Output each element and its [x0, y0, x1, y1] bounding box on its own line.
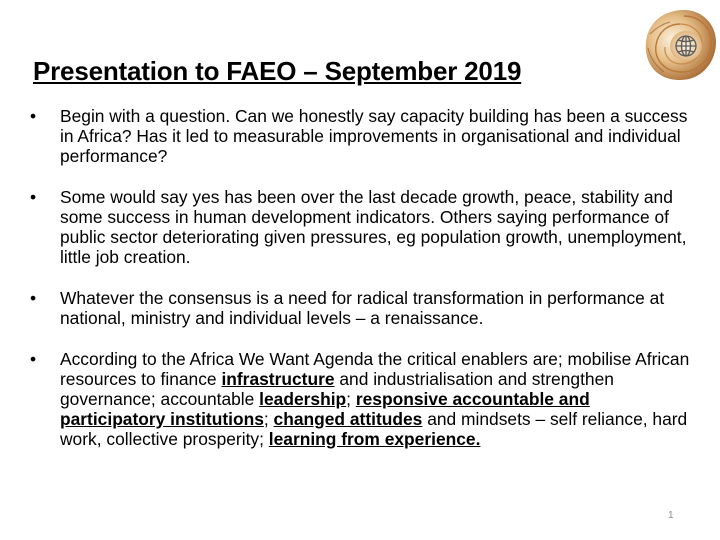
bullet-text: and mindsets – self reliance, hard work, collective prosperity;: [60, 409, 688, 449]
bullet-item: [30, 187, 690, 267]
slide-title: Presentation to FAEO – September 2019: [33, 56, 522, 86]
bullet-text: According to the Africa We Want Agenda the critical enablers are; mobilise African resources to finance: [60, 349, 690, 389]
bullet-text: ;: [263, 409, 274, 429]
bullet-text: Begin with a question. Can we honestly say capacity building has been a success in Africa? Has it led to measurable improvements in organisational and individual performance?: [60, 106, 688, 166]
emphasized-text: learning from experience.: [268, 429, 481, 449]
page-number: 1: [668, 510, 674, 521]
emphasized-text: infrastructure: [221, 369, 335, 389]
bullet-item: [30, 106, 690, 166]
nautilus-shell-globe-icon: [640, 4, 718, 84]
bullet-marker: •: [30, 349, 37, 369]
emphasized-text: changed attitudes: [273, 409, 423, 429]
bullet-text: Whatever the consensus is a need for radical transformation in performance at national, ministry and individual levels – a renaissance.: [60, 288, 665, 328]
bullet-text: Some would say yes has been over the last decade growth, peace, stability and some success in human development indicators. Others saying performance of public sector deteriorating given pressures, eg population growth, unemployment, little job creation.: [60, 187, 687, 267]
emphasized-text: leadership: [259, 389, 347, 409]
bullet-text: ;: [346, 389, 356, 409]
bullet-item: [30, 288, 690, 328]
bullet-marker: •: [30, 106, 37, 126]
bullet-item: [30, 349, 690, 449]
bullet-marker: •: [30, 288, 37, 308]
bullet-marker: •: [30, 187, 37, 207]
bullet-list: [30, 106, 690, 470]
emphasized-text: responsive accountable and participatory institutions: [60, 389, 590, 429]
bullet-text: and industrialisation and strengthen governance; accountable: [60, 369, 614, 409]
